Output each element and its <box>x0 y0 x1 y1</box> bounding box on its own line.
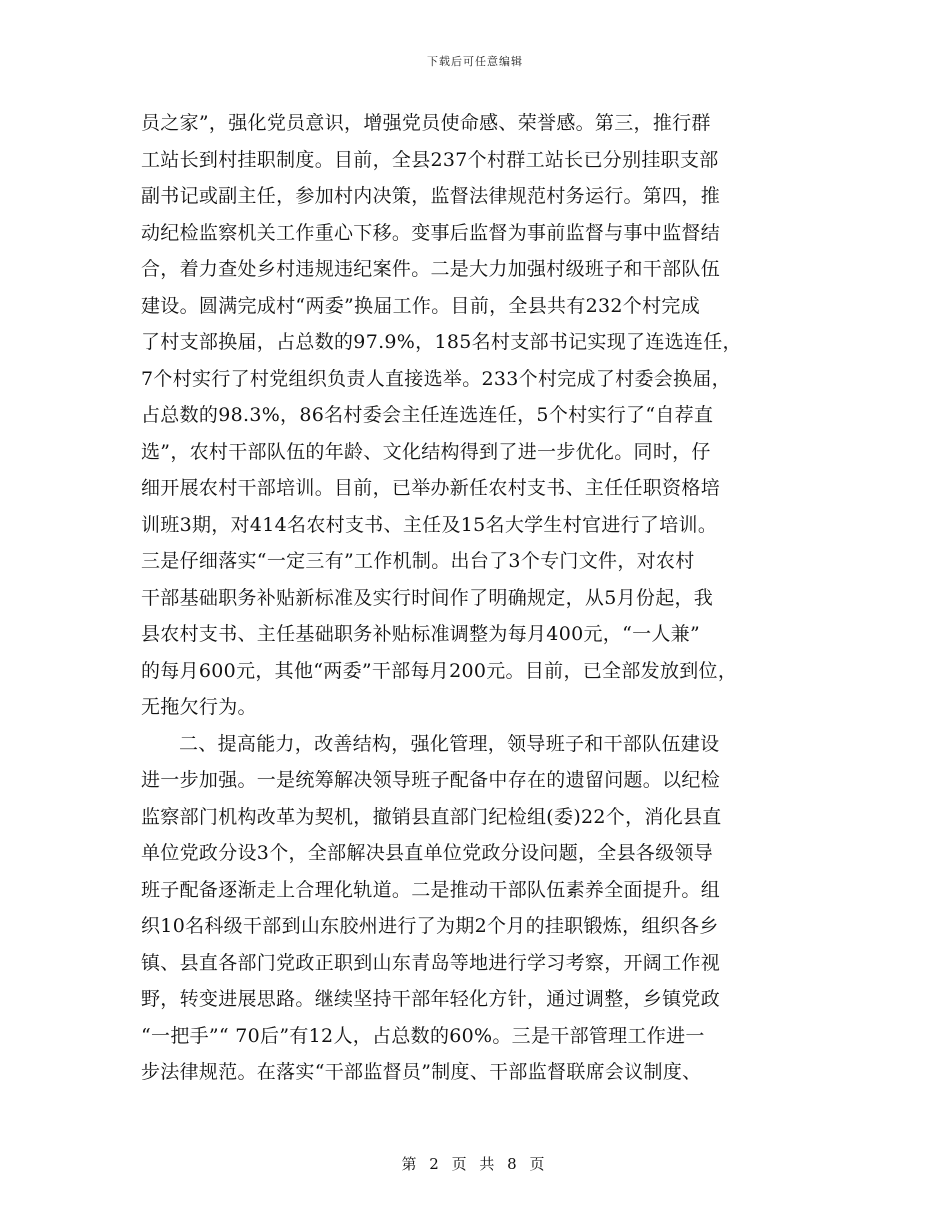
body-line: 细开展农村干部培训。目前，已举办新任农村支书、主任任职资格培 <box>141 477 721 499</box>
body-line: 建设。圆满完成村“两委”换届工作。目前，全县共有232个村完成 <box>141 294 700 317</box>
body-line: 动纪检监察机关工作重心下移。变事后监督为事前监督与事中监督结 <box>141 221 721 244</box>
body-line: 工站长到村挂职制度。目前，全县237个村群工站长已分别挂职支部 <box>141 148 719 171</box>
body-line: 无拖欠行为。 <box>141 696 257 718</box>
page-header-note: 下载后可任意编辑 <box>427 55 523 68</box>
body-line: 占总数的98.3%，86名村委会主任连选连任，5个村实行了“自荐直 <box>141 404 714 426</box>
body-line: 员之家”，强化党员意识，增强党员使命感、荣誉感。第三，推行群 <box>141 112 711 134</box>
body-line: 7个村实行了村党组织负责人直接选举。233个村完成了村委会换届， <box>141 367 731 390</box>
body-line: 干部基础职务补贴新标准及实行时间作了明确规定，从5月份起，我 <box>141 586 714 609</box>
body-line: 镇、县直各部门党政正职到山东青岛等地进行学习考察，开阔工作视 <box>141 951 721 974</box>
body-line: 进一步加强。一是统筹解决领导班子配备中存在的遗留问题。以纪检 <box>141 769 721 791</box>
page-number: 第 2 页 共 8 页 <box>401 1155 549 1173</box>
body-line: 的每月600元，其他“两委”干部每月200元。目前，已全部发放到位， <box>141 659 738 682</box>
section-heading-line: 二、提高能力，改善结构，强化管理，领导班子和干部队伍建设 <box>179 732 720 755</box>
body-line: 班子配备逐渐走上合理化轨道。二是推动干部队伍素养全面提升。组 <box>141 878 721 901</box>
body-line: 县农村支书、主任基础职务补贴标准调整为每月400元，“一人兼” <box>141 623 700 645</box>
body-line: 合，着力查处乡村违规违纪案件。二是大力加强村级班子和干部队伍 <box>141 258 721 280</box>
document-body <box>141 105 811 1091</box>
body-line: 副书记或副主任，参加村内决策，监督法律规范村务运行。第四，推 <box>141 185 721 207</box>
body-line: 三是仔细落实“一定三有”工作机制。出台了3个专门文件，对农村 <box>141 550 695 572</box>
body-line: “一把手”“ 70后”有12人，占总数的60%。三是干部管理工作进一 <box>141 1024 705 1047</box>
body-line: 单位党政分设3个，全部解决县直单位党政分设问题，全县各级领导 <box>141 842 714 864</box>
body-line: 野，转变进展思路。继续坚持干部年轻化方针，通过调整，乡镇党政 <box>141 988 721 1010</box>
body-line: 了村支部换届，占总数的97.9%，185名村支部书记实现了连选连任， <box>141 331 742 353</box>
body-line: 选”，农村干部队伍的年龄、文化结构得到了进一步优化。同时，仔 <box>141 440 711 463</box>
body-line: 监察部门机构改革为契机，撤销县直部门纪检组(委)22个，消化县直 <box>141 805 722 828</box>
body-line: 织10名科级干部到山东胶州进行了为期2个月的挂职锻炼，组织各乡 <box>141 915 719 937</box>
body-line: 训班3期，对414名农村支书、主任及15名大学生村官进行了培训。 <box>141 513 718 536</box>
body-line: 步法律规范。在落实“干部监督员”制度、干部监督联席会议制度、 <box>141 1061 702 1083</box>
